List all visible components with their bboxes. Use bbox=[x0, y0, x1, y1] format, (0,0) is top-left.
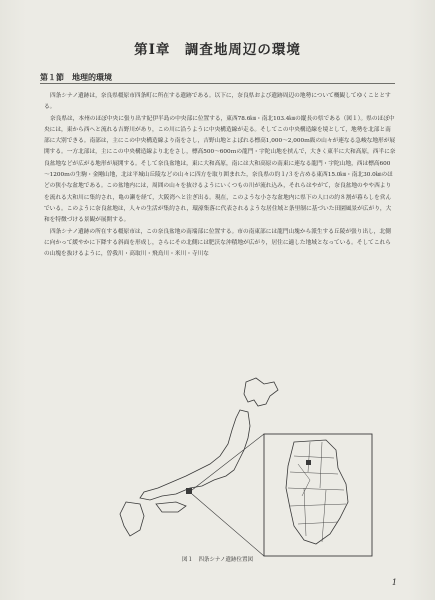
inset-frame bbox=[264, 434, 372, 556]
section-title: 第１節 地理的環境 bbox=[40, 72, 112, 82]
shikoku-outline bbox=[156, 502, 186, 512]
nara-prefecture-outline bbox=[286, 440, 348, 544]
site-marker bbox=[306, 460, 311, 465]
nara-marker bbox=[186, 488, 192, 494]
section-divider bbox=[40, 83, 395, 84]
hokkaido-outline bbox=[244, 378, 278, 406]
paragraph-nara-geography: 奈良県は，本州のほぼ中央に張り出す紀伊半島の中央部に位置する，東西78.6㎞・南北103.4㎞の縦長の県である（図１）。県のほぼ中央には，東から西へと流れる吉野川があり，この川に沿うように中央構造線が走る。そしてこの中央構造線を境として，地勢を北部と南部に大別できる。南部は，主にこの中央構造線より南をさし，吉野山地とよばれる標高1,000～2,000ｍ級の山々が連なる急峻な地形が展開する。一方北部は，主にこの中央構造線より北をさし，標高500～600ｍの龍門・宇陀山地を挟んで，大きく東半に大和高原，西半に奈良盆地などが広がる地形が展開する。そして奈良盆地は，東に大和高原，南には大和高原の南東に連なる龍門・宇陀山地，西は標高600～1200ｍの生駒・金剛山地，北は平城山丘陵などの山々に四方を取り囲まれた，奈良県の約１/３を占める東西15.0㎞・南北30.0㎞のほどの狭小な盆地である。この盆地内には，周囲の山々を抜けるようにいくつもの川が流れ込み，それらはやがて，奈良盆地のやや西よりを流れる大和川に集約され，亀の瀬を経て，大阪湾へと注ぎ出る。現在，このような小さな盆地内に県下の人口の約８割が暮らしを営んでいる。このように奈良盆地は，人々の生活が集約され，環濠集落に代表されるような居住域と条里制に基づいた田園風景が広がり，大和を特徴づける景観が展開する。 bbox=[44, 115, 396, 224]
kyushu-outline bbox=[120, 502, 144, 536]
page-number: 1 bbox=[391, 578, 397, 587]
paragraph-intro: 四条シナノ遺跡は，奈良県橿原市四条町に所在する遺跡である。以下に，奈良県および遺跡周辺の地勢について概観してゆくこととする。 bbox=[44, 93, 391, 111]
body-text bbox=[44, 91, 396, 260]
chapter-title: 第Ⅰ章 調査地周辺の環境 bbox=[134, 42, 301, 58]
honshu-outline bbox=[140, 410, 250, 500]
location-map-figure bbox=[64, 376, 394, 562]
figure-caption: 図１ 四条シナノ遺跡位置図 bbox=[181, 557, 254, 563]
paragraph-kashihara: 四条シナノ遺跡の所在する橿原市は，この奈良盆地の南端部に位置する。市の南東部には龍門山塊から派生する丘陵が張り出し，北側に向かって緩やかに下降する斜面を形成し，さらにその北側には肥沃な沖積地が広がり，居住に適した地域となっている。そしてこれらの山塊を抜けるように，曽我川・高取川・飛鳥川・米川・寺川な bbox=[44, 228, 391, 258]
